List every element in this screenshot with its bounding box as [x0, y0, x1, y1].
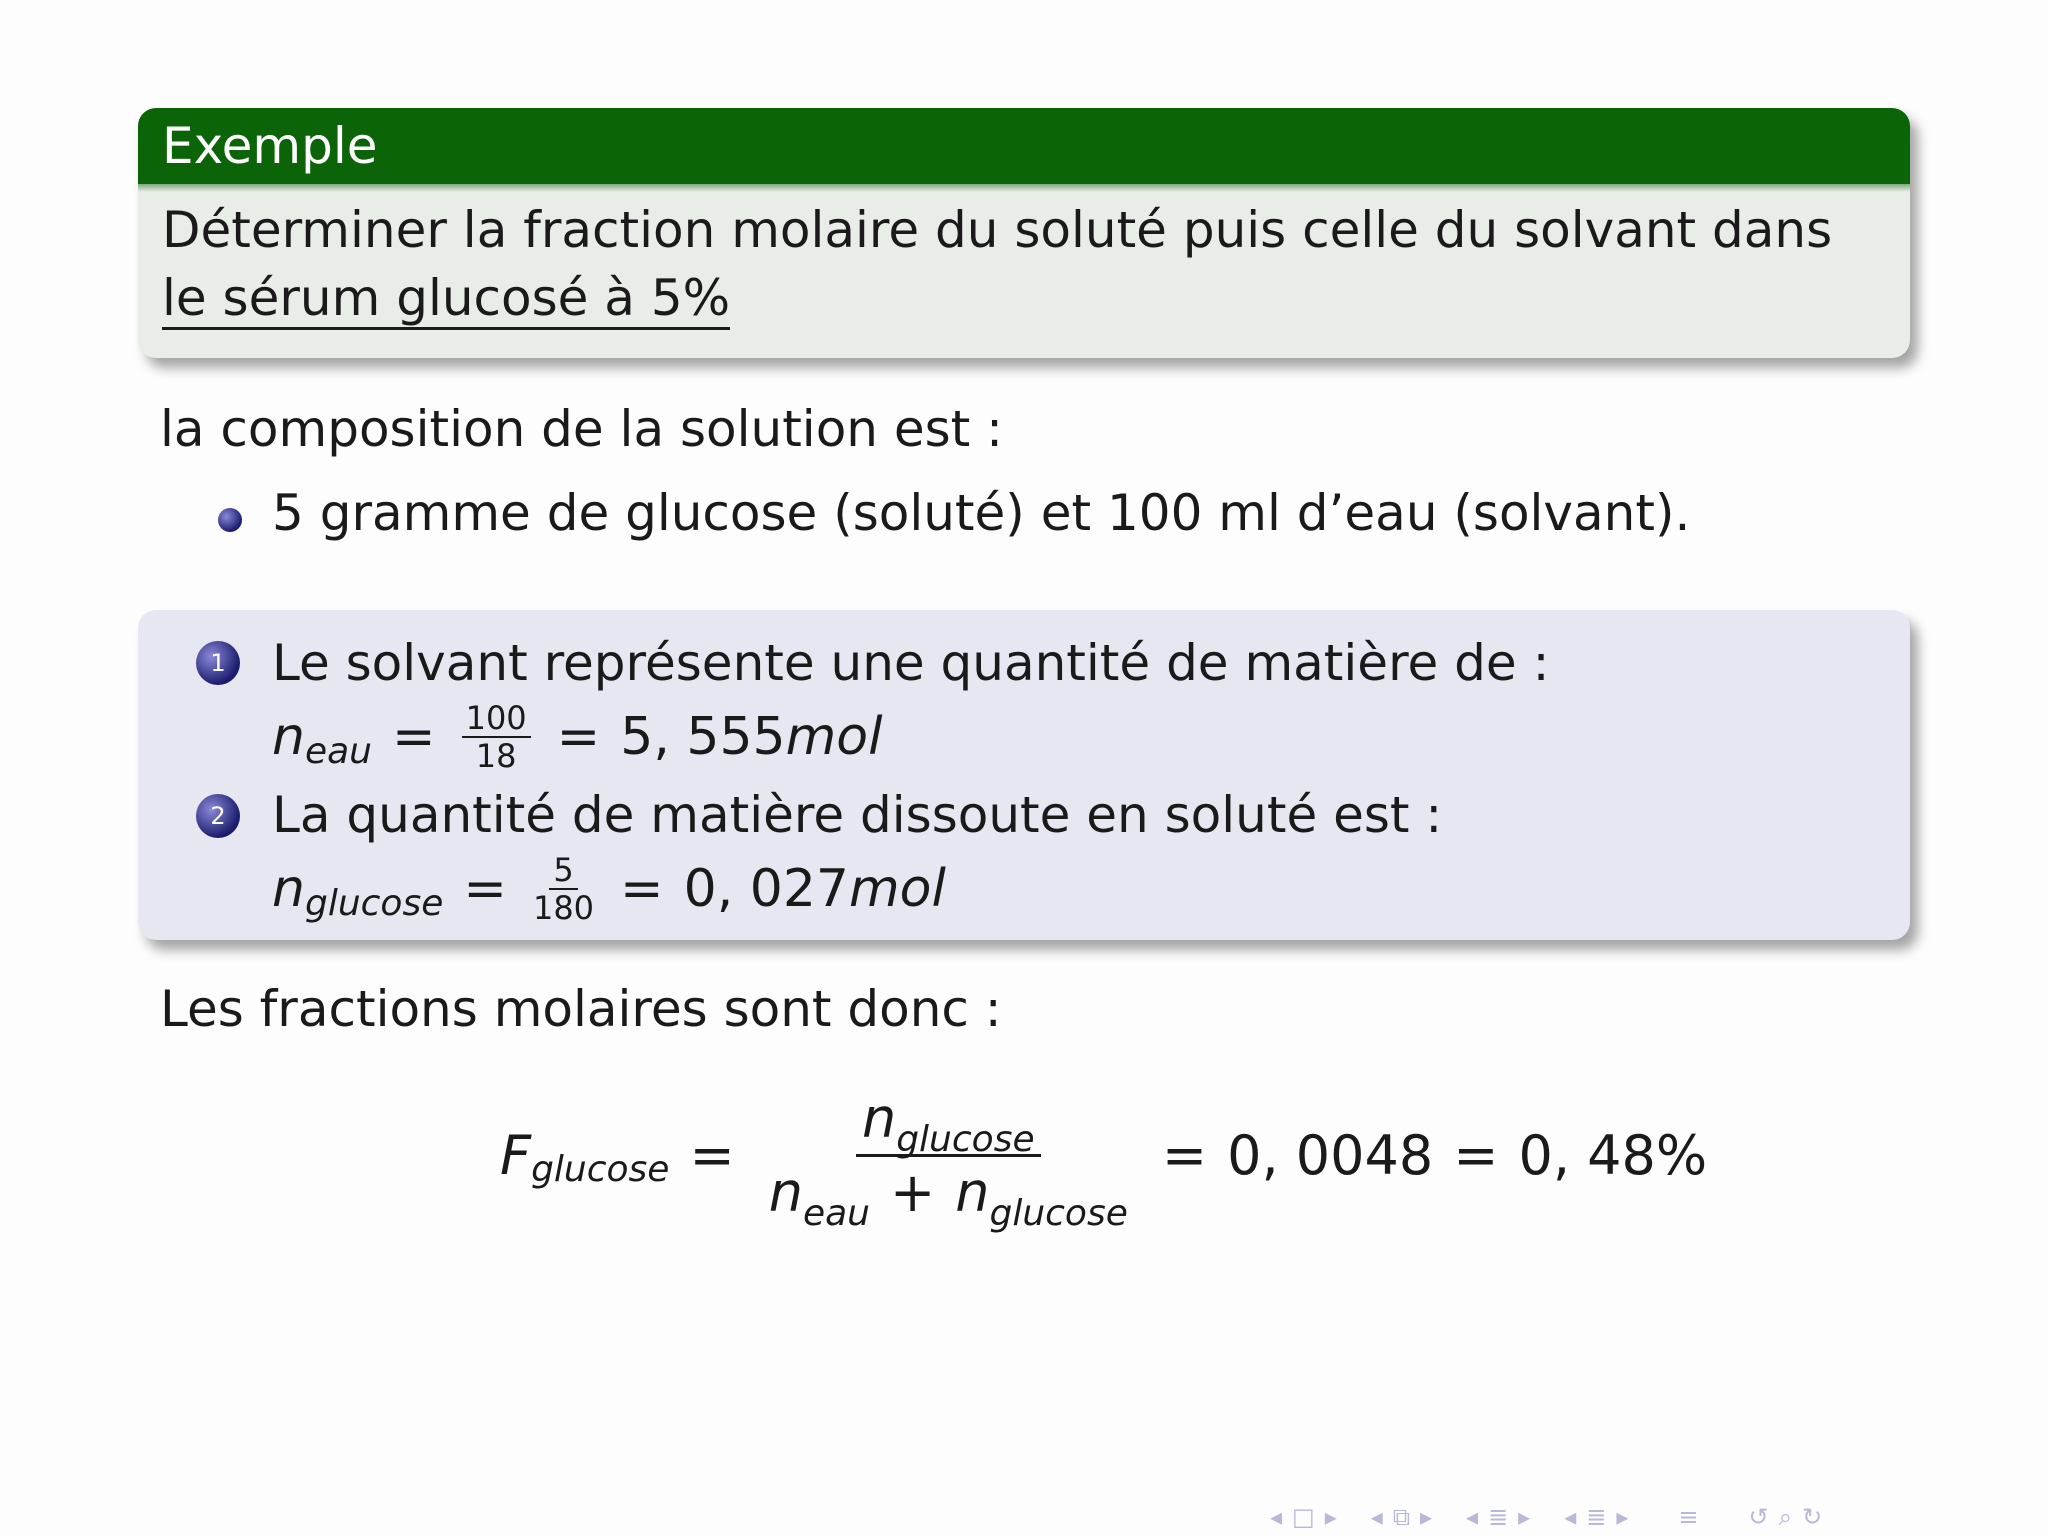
denominator: 18: [475, 737, 517, 775]
step-1-formula: [272, 696, 883, 778]
nav-left-icon[interactable]: ◂: [1370, 1503, 1383, 1531]
fractions-intro: Les fractions molaires sont donc :: [160, 980, 1002, 1038]
example-title: Exemple: [138, 108, 1910, 184]
composition-intro: la composition de la solution est :: [160, 400, 1004, 458]
den-var2: n: [955, 1160, 990, 1224]
step-2-formula: [272, 848, 946, 930]
num-sub: glucose: [896, 1118, 1035, 1160]
result-value: 0, 027: [683, 859, 850, 919]
nav-left-icon[interactable]: ◂: [1270, 1503, 1283, 1531]
subsection-icon[interactable]: ⧉: [1392, 1503, 1410, 1531]
result-unit: mol: [785, 707, 883, 767]
denominator: 180: [532, 889, 595, 927]
undo-icon[interactable]: ↻: [1802, 1503, 1823, 1531]
equals-sign: =: [1161, 1123, 1208, 1187]
result-unit: mol: [849, 859, 946, 919]
equals-sign: =: [1453, 1123, 1499, 1187]
nav-right-icon[interactable]: ▸: [1419, 1503, 1433, 1531]
main-numerator: [856, 1086, 1041, 1160]
example-line2: le sérum glucosé à 5%: [162, 269, 730, 330]
nav-right-icon[interactable]: ▸: [1518, 1503, 1531, 1531]
nav-left-icon[interactable]: ◂: [1466, 1503, 1479, 1531]
equals-sign: =: [556, 707, 601, 767]
den-sub1: eau: [802, 1192, 870, 1234]
main-denominator: [768, 1157, 1128, 1234]
formula-var: n: [272, 707, 305, 767]
step-1-text: Le solvant représente une quantité de matière de :: [272, 634, 1550, 692]
outline-icon[interactable]: ≣: [1586, 1503, 1607, 1531]
result-percent: 0, 48%: [1518, 1123, 1708, 1187]
nav-left-icon[interactable]: ◂: [1564, 1503, 1577, 1531]
result-value: 5, 555: [620, 707, 786, 767]
equals-sign: =: [689, 1123, 735, 1187]
den-var1: n: [768, 1160, 803, 1224]
equals-sign: =: [392, 707, 436, 767]
formula-sub: glucose: [304, 882, 444, 924]
equals-sign: =: [463, 859, 507, 919]
fraction: [462, 700, 531, 774]
plus-sign: +: [889, 1160, 936, 1224]
formula-sub: eau: [304, 730, 372, 772]
example-block: [138, 108, 1910, 358]
den-sub2: glucose: [989, 1192, 1128, 1234]
main-fraction: [768, 1086, 1128, 1234]
title-shade: [138, 184, 1910, 192]
nav-right-icon[interactable]: ▸: [1324, 1503, 1337, 1531]
numerator: 100: [462, 700, 531, 738]
num-var: n: [861, 1086, 897, 1150]
search-icon[interactable]: ⌕: [1778, 1503, 1793, 1531]
step-number-2: 2: [196, 794, 240, 838]
main-formula: [500, 1080, 1708, 1234]
composition-item: 5 gramme de glucose (soluté) et 100 ml d’eau (solvant).: [272, 484, 1691, 542]
nav-right-icon[interactable]: ▸: [1616, 1503, 1629, 1531]
step-2-text: La quantité de matière dissoute en soluté est :: [272, 786, 1443, 844]
lhs-sub: glucose: [531, 1148, 670, 1190]
lhs-var: F: [500, 1123, 532, 1187]
numerator: 5: [549, 852, 577, 890]
navigation-bar: [1270, 1500, 2040, 1534]
step-number-1: 1: [196, 641, 240, 685]
fraction: [533, 852, 594, 926]
frame-icon[interactable]: □: [1292, 1503, 1315, 1531]
align-icon[interactable]: ≡: [1678, 1503, 1699, 1531]
result-decimal: 0, 0048: [1227, 1123, 1434, 1187]
equals-sign: =: [620, 859, 664, 919]
bullet-icon: [218, 508, 242, 532]
section-icon[interactable]: ≣: [1488, 1503, 1509, 1531]
example-line1: Déterminer la fraction molaire du soluté puis celle du solvant dans: [162, 201, 1833, 259]
formula-var: n: [272, 859, 305, 919]
example-body: [138, 192, 1910, 332]
loop-icon[interactable]: ↺: [1748, 1503, 1769, 1531]
